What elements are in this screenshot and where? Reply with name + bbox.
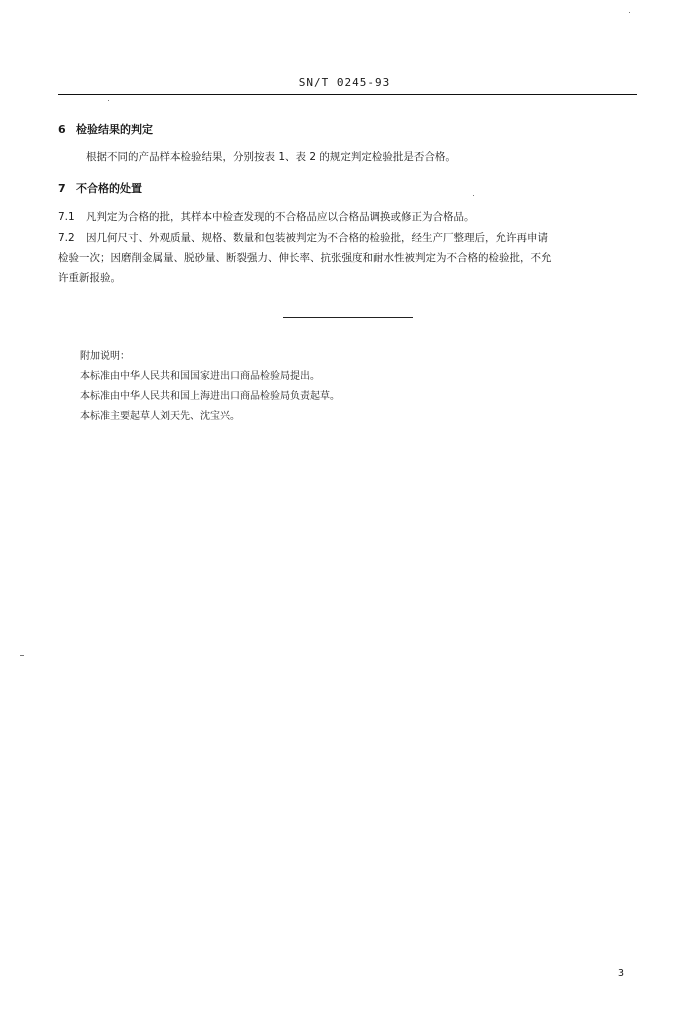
clause-7-2-line-3: 许重新报验。 (58, 272, 121, 284)
section-6-number: 6 (58, 123, 66, 136)
scan-speck (20, 655, 24, 656)
clause-7-2-number: 7.2 (58, 232, 75, 244)
standard-code: SN/T 0245-93 (298, 76, 391, 89)
clause-7-2-line-1 (58, 229, 548, 247)
end-separator (283, 317, 413, 318)
section-6-title: 检验结果的判定 (76, 123, 153, 136)
section-7-heading (58, 180, 142, 196)
scan-speck (473, 195, 474, 196)
section-6-heading (58, 121, 153, 137)
notes-title: 附加说明： (80, 351, 130, 362)
scan-speck (108, 100, 109, 101)
clause-7-2-line-2: 检验一次；因磨削金属量、脱砂量、断裂强力、伸长率、抗张强度和耐水性被判定为不合格的检验批，不允 (58, 252, 552, 264)
notes-line-3: 本标准主要起草人刘天先、沈宝兴。 (80, 411, 240, 422)
clause-7-1 (58, 208, 475, 226)
notes-line-2: 本标准由中华人民共和国上海进出口商品检验局负责起草。 (80, 391, 340, 402)
notes-line-1: 本标准由中华人民共和国国家进出口商品检验局提出。 (80, 371, 320, 382)
section-7-number: 7 (58, 182, 66, 195)
clause-7-1-text: 凡判定为合格的批，其样本中检查发现的不合格品应以合格品调换或修正为合格品。 (86, 211, 475, 223)
section-7-title: 不合格的处置 (76, 182, 142, 195)
clause-7-1-number: 7.1 (58, 211, 75, 223)
header-rule (58, 94, 637, 95)
scan-speck (629, 12, 630, 13)
page-number: 3 (618, 968, 625, 979)
clause-7-2-text-1: 因几何尺寸、外观质量、规格、数量和包装被判定为不合格的检验批，经生产厂整理后，允许再申请 (86, 232, 548, 244)
section-6-text: 根据不同的产品样本检验结果，分别按表 1、表 2 的规定判定检验批是否合格。 (86, 151, 456, 163)
